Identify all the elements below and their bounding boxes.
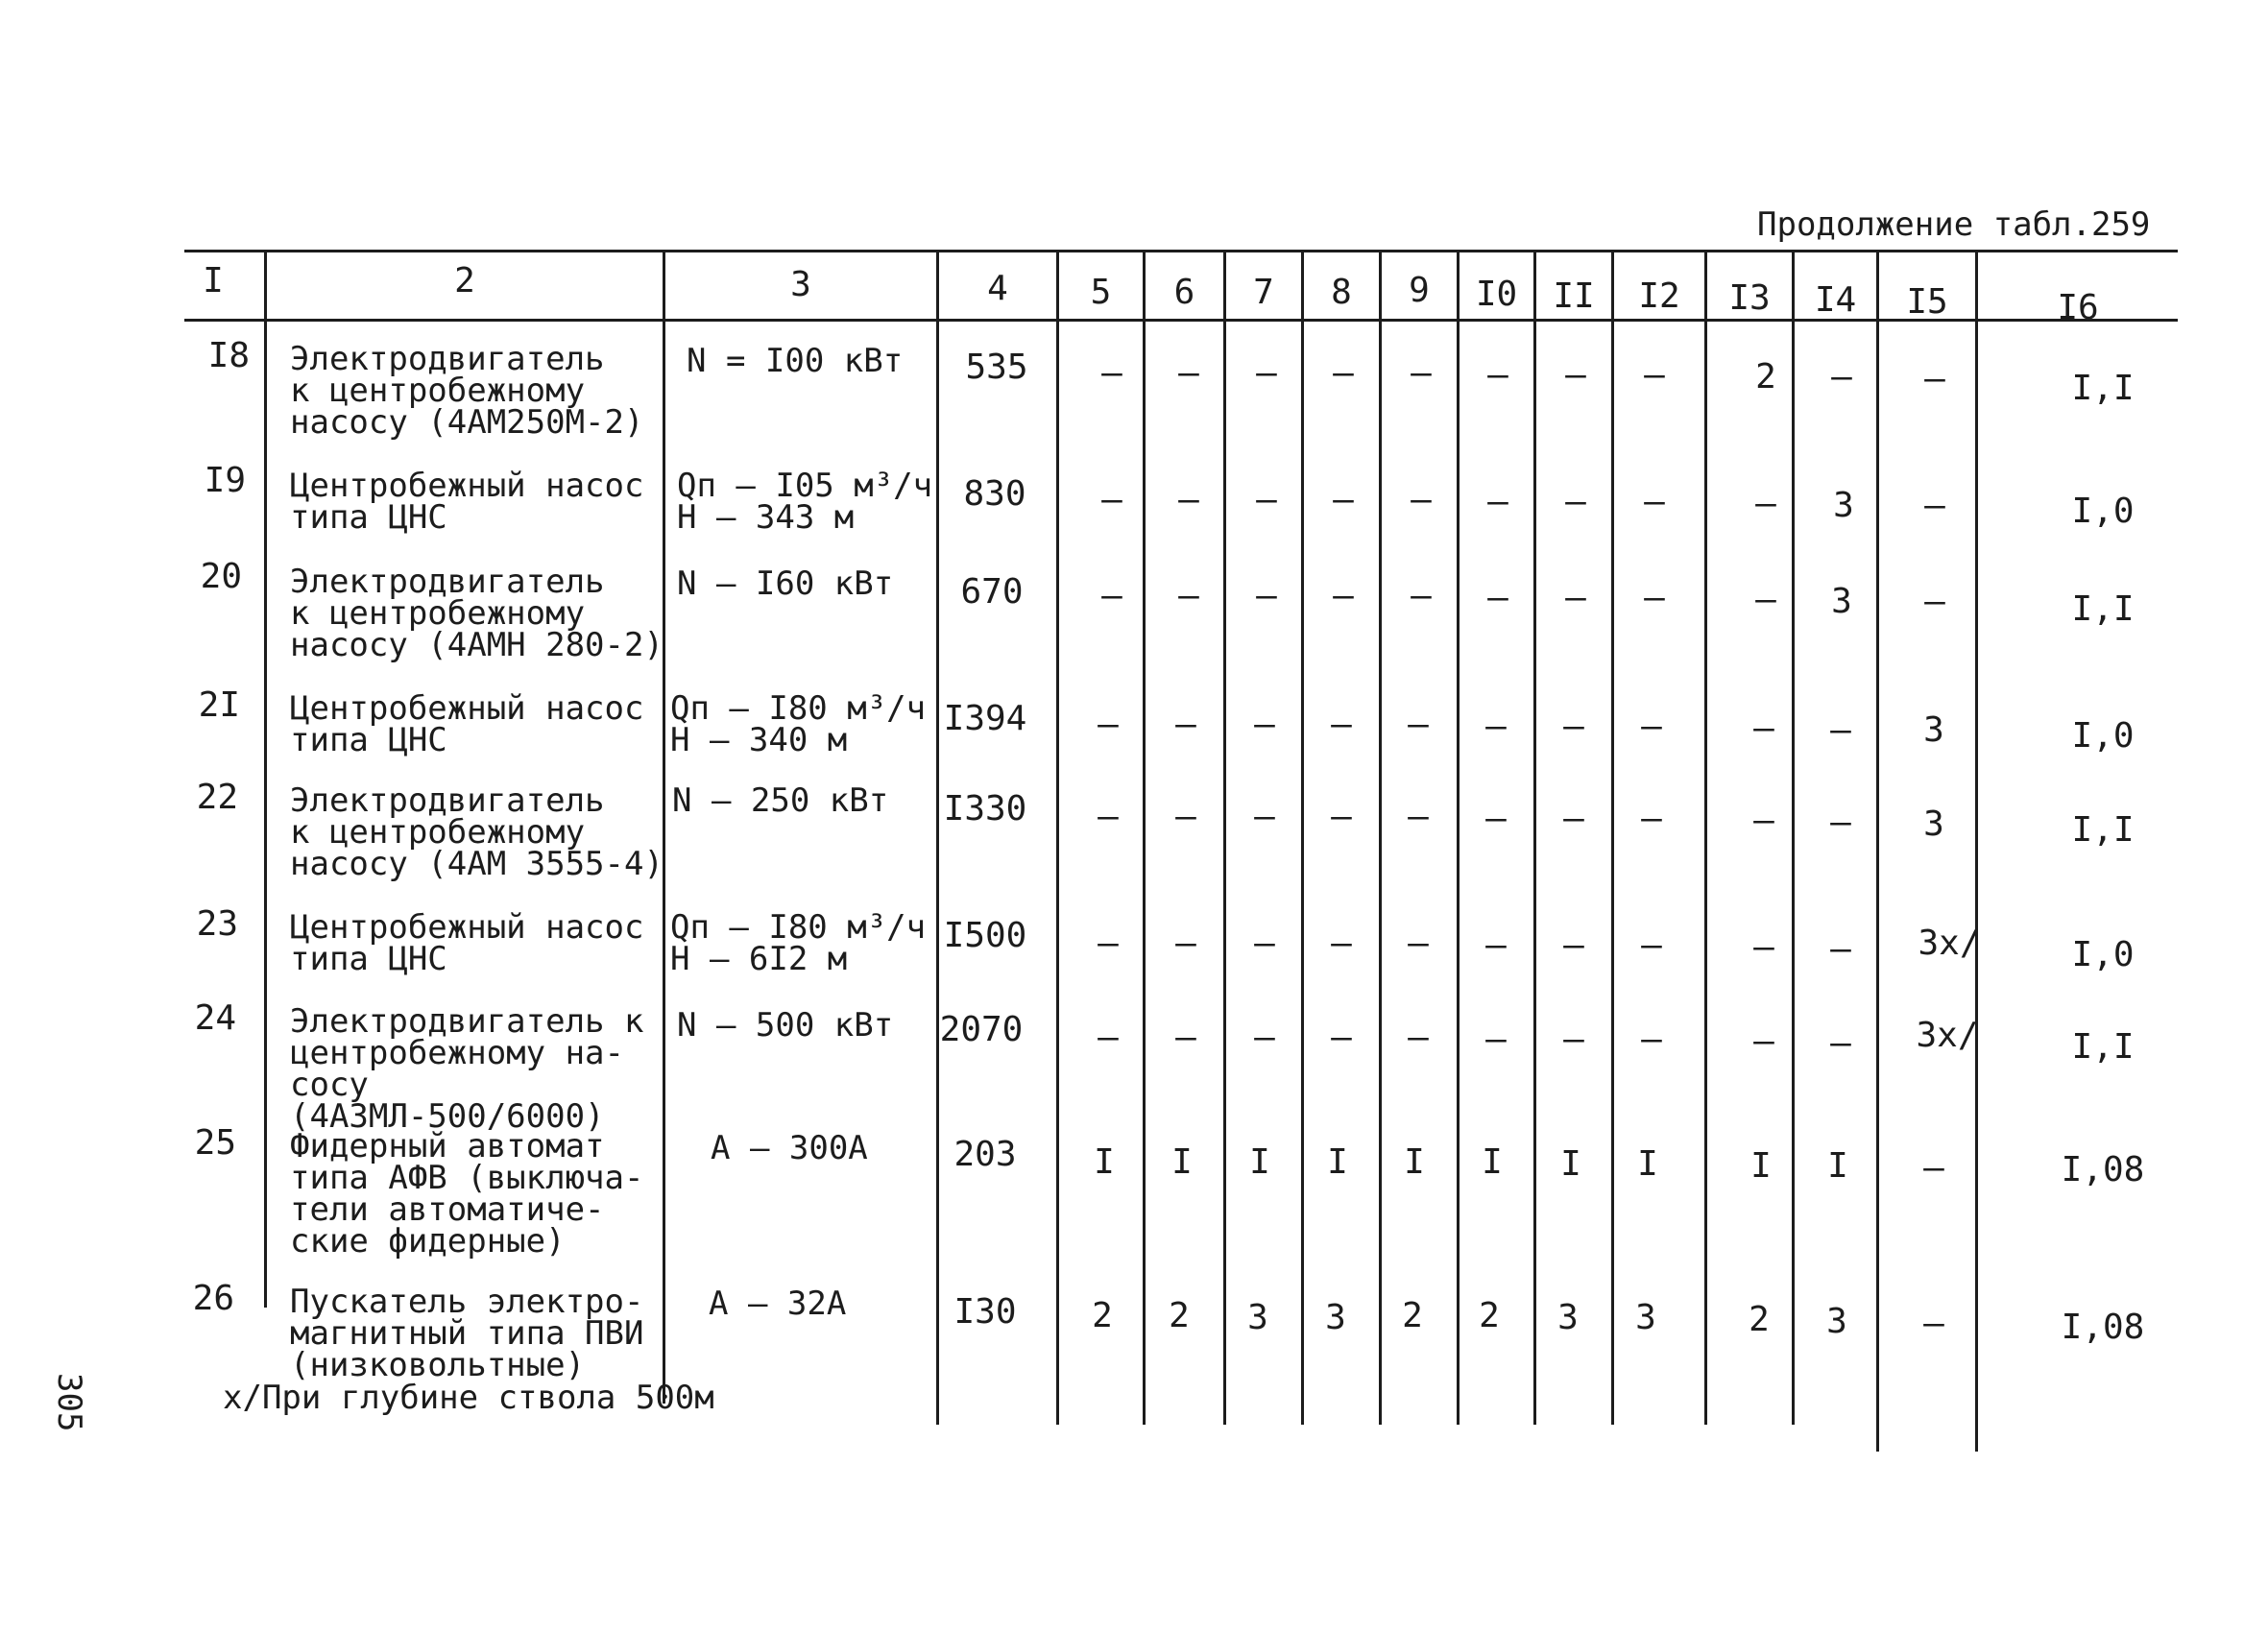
value-cell: – <box>1333 353 1354 393</box>
item-name: Электродвигатель к центробежному насосу (4АМН 280-2) <box>290 563 664 664</box>
col-divider <box>1143 252 1146 1425</box>
value-cell: – <box>1098 1018 1119 1057</box>
row-number: I8 <box>207 336 250 375</box>
value-cell: – <box>1753 801 1774 840</box>
value-cell: – <box>1487 578 1508 617</box>
col-divider <box>1975 252 1978 1452</box>
value-cell: – <box>1101 576 1122 615</box>
col-divider <box>936 252 939 1425</box>
value-cell: – <box>1411 353 1432 393</box>
item-parameter: Qп – I80 м³/ч Н – 6I2 м <box>670 908 927 978</box>
col-divider <box>264 252 267 1308</box>
row-number: 26 <box>192 1279 234 1318</box>
value-cell: – <box>1565 482 1586 521</box>
value-cell: – <box>1487 355 1508 395</box>
value-cell: – <box>1175 705 1196 744</box>
value-cell: – <box>1485 925 1507 965</box>
value-cell: – <box>1487 482 1508 521</box>
col-divider <box>1301 252 1304 1425</box>
value-cell: 2 <box>1755 357 1776 396</box>
value-cell: – <box>1175 924 1196 963</box>
value-cell: – <box>1411 576 1432 615</box>
value-cell: – <box>1753 1021 1774 1061</box>
value-cell: – <box>1331 705 1352 744</box>
value-cell: – <box>1923 1148 1944 1188</box>
page-number: 305 <box>50 1373 88 1432</box>
value-cell: – <box>1830 710 1851 750</box>
value-cell: – <box>1565 578 1586 617</box>
item-price: 535 <box>965 348 1028 387</box>
col-divider <box>1704 252 1707 1425</box>
value-cell: – <box>1175 797 1196 836</box>
value-cell: – <box>1830 1023 1851 1063</box>
value-cell: – <box>1641 707 1662 746</box>
header-col-6: 6 <box>1173 273 1195 312</box>
value-cell: 3 <box>1826 1302 1847 1341</box>
value-cell: 3 <box>1923 710 1944 750</box>
value-cell: – <box>1098 705 1119 744</box>
row-number: I9 <box>204 461 246 500</box>
item-price: 203 <box>953 1135 1017 1174</box>
value-cell: I <box>1750 1146 1772 1186</box>
header-col-14: I4 <box>1814 280 1857 320</box>
item-parameter: Qп – I05 м³/ч Н – 343 м <box>677 467 933 537</box>
col-divider <box>1223 252 1226 1425</box>
value-cell: – <box>1254 924 1275 963</box>
value-cell: – <box>1641 799 1662 838</box>
row-number: 25 <box>194 1123 236 1163</box>
value-cell: – <box>1408 924 1429 963</box>
value-cell: – <box>1830 803 1851 842</box>
value-cell: – <box>1178 576 1199 615</box>
header-col-4: 4 <box>987 269 1008 308</box>
col-divider <box>1533 252 1536 1425</box>
item-name: Центробежный насос типа ЦНС <box>290 908 644 978</box>
coefficient: I,0 <box>2071 935 2135 974</box>
value-cell: – <box>1408 705 1429 744</box>
col-divider <box>1056 252 1059 1425</box>
value-cell: – <box>1254 705 1275 744</box>
item-parameter: N – 250 кВт <box>672 781 889 820</box>
item-price: 670 <box>960 572 1024 612</box>
value-cell: 2 <box>1402 1296 1423 1335</box>
header-col-16: I6 <box>2057 288 2099 327</box>
value-cell: – <box>1485 707 1507 746</box>
row-number: 22 <box>196 778 238 817</box>
value-cell: – <box>1563 1020 1584 1059</box>
col-divider <box>1457 252 1460 1425</box>
value-cell: 3 <box>1831 582 1852 621</box>
value-cell: – <box>1254 797 1275 836</box>
value-cell: 3 <box>1247 1298 1268 1337</box>
value-cell: 3x/ <box>1918 924 1981 963</box>
value-cell: – <box>1256 480 1277 519</box>
item-parameter: А – 300А <box>711 1129 868 1167</box>
col-divider <box>1379 252 1382 1425</box>
value-cell: – <box>1178 480 1199 519</box>
item-price: I500 <box>943 916 1027 955</box>
value-cell: – <box>1644 355 1665 395</box>
header-col-13: I3 <box>1728 278 1771 318</box>
item-price: 2070 <box>939 1010 1024 1049</box>
value-cell: I <box>1094 1142 1115 1182</box>
item-name: Пускатель электро- магнитный типа ПВИ (низковольтные) <box>290 1283 644 1384</box>
coefficient: I,I <box>2071 1027 2135 1067</box>
value-cell: I <box>1560 1144 1581 1184</box>
value-cell: – <box>1753 708 1774 748</box>
value-cell: – <box>1485 799 1507 838</box>
value-cell: 2 <box>1479 1296 1500 1335</box>
row-number: 24 <box>194 998 236 1038</box>
item-parameter: А – 32А <box>709 1285 847 1323</box>
value-cell: – <box>1098 924 1119 963</box>
col-divider <box>1611 252 1614 1425</box>
coefficient: I,08 <box>2061 1150 2145 1189</box>
value-cell: 3 <box>1557 1298 1579 1337</box>
value-cell: I <box>1637 1144 1658 1184</box>
header-col-11: II <box>1553 276 1595 316</box>
value-cell: – <box>1924 359 1945 398</box>
header-col-1: I <box>203 261 224 300</box>
item-price: I30 <box>953 1292 1017 1332</box>
value-cell: – <box>1641 925 1662 965</box>
value-cell: – <box>1830 929 1851 969</box>
value-cell: 3 <box>1635 1298 1656 1337</box>
header-col-7: 7 <box>1253 273 1274 312</box>
value-cell: – <box>1254 1018 1275 1057</box>
item-name: Центробежный насос типа ЦНС <box>290 689 644 759</box>
item-parameter: N – I60 кВт <box>677 564 894 603</box>
value-cell: I <box>1327 1142 1348 1182</box>
value-cell: 2 <box>1092 1296 1113 1335</box>
value-cell: – <box>1923 1304 1944 1343</box>
value-cell: – <box>1331 1018 1352 1057</box>
row-number: 23 <box>196 904 238 944</box>
value-cell: – <box>1644 578 1665 617</box>
value-cell: – <box>1753 927 1774 967</box>
header-col-12: I2 <box>1638 276 1680 316</box>
footnote: x/При глубине ствола 500м <box>223 1379 714 1417</box>
value-cell: – <box>1331 924 1352 963</box>
row-number: 20 <box>200 557 242 596</box>
value-cell: – <box>1924 582 1945 621</box>
header-col-8: 8 <box>1331 273 1352 312</box>
coefficient: I,I <box>2071 589 2135 629</box>
value-cell: – <box>1101 480 1122 519</box>
value-cell: 3x/ <box>1916 1016 1979 1055</box>
value-cell: I <box>1827 1146 1848 1186</box>
coefficient: I,I <box>2071 810 2135 850</box>
value-cell: – <box>1178 353 1199 393</box>
value-cell: 3 <box>1325 1298 1346 1337</box>
value-cell: – <box>1333 576 1354 615</box>
coefficient: I,0 <box>2071 492 2135 531</box>
value-cell: – <box>1641 1020 1662 1059</box>
value-cell: 3 <box>1923 804 1944 844</box>
header-col-3: 3 <box>790 265 811 304</box>
value-cell: – <box>1408 1018 1429 1057</box>
value-cell: – <box>1101 353 1122 393</box>
value-cell: – <box>1098 797 1119 836</box>
coefficient: I,I <box>2071 369 2135 408</box>
value-cell: – <box>1408 797 1429 836</box>
value-cell: – <box>1563 799 1584 838</box>
value-cell: 2 <box>1169 1296 1190 1335</box>
value-cell: – <box>1175 1018 1196 1057</box>
value-cell: – <box>1831 357 1852 396</box>
value-cell: – <box>1755 484 1776 523</box>
value-cell: – <box>1333 480 1354 519</box>
item-parameter: Qп – I80 м³/ч Н – 340 м <box>670 689 927 759</box>
value-cell: – <box>1924 486 1945 525</box>
item-name: Центробежный насос типа ЦНС <box>290 467 644 537</box>
item-price: 830 <box>963 474 1026 514</box>
value-cell: I <box>1482 1142 1503 1182</box>
header-col-2: 2 <box>454 261 475 300</box>
item-price: I330 <box>943 789 1027 829</box>
item-name: Электродвигатель к центробежному на- сосу (4АЗМЛ-500/6000) <box>290 1002 644 1136</box>
item-parameter: N = I00 кВт <box>687 342 904 380</box>
item-name: Электродвигатель к центробежному насосу (4АМ 3555-4) <box>290 781 664 883</box>
item-price: I394 <box>943 699 1027 738</box>
row-number: 2I <box>198 685 240 725</box>
value-cell: – <box>1565 355 1586 395</box>
value-cell: 2 <box>1749 1300 1770 1339</box>
value-cell: 3 <box>1833 486 1854 525</box>
header-col-5: 5 <box>1090 273 1112 312</box>
table-continuation-title: Продолжение табл.259 <box>1757 205 2151 244</box>
value-cell: – <box>1411 480 1432 519</box>
value-cell: – <box>1563 925 1584 965</box>
value-cell: – <box>1331 797 1352 836</box>
value-cell: – <box>1644 482 1665 521</box>
value-cell: I <box>1404 1142 1425 1182</box>
value-cell: – <box>1563 707 1584 746</box>
coefficient: I,08 <box>2061 1308 2145 1347</box>
item-parameter: N – 500 кВт <box>677 1006 894 1045</box>
value-cell: – <box>1256 576 1277 615</box>
value-cell: – <box>1256 353 1277 393</box>
value-cell: I <box>1171 1142 1193 1182</box>
header-col-10: I0 <box>1475 275 1518 314</box>
value-cell: – <box>1755 580 1776 619</box>
value-cell: – <box>1485 1020 1507 1059</box>
value-cell: I <box>1249 1142 1270 1182</box>
item-name: Электродвигатель к центробежному насосу (4АМ250М-2) <box>290 340 644 442</box>
item-name: Фидерный автомат типа АФВ (выключа- тели автоматиче- ские фидерные) <box>290 1127 644 1261</box>
col-divider <box>1876 252 1879 1452</box>
header-col-9: 9 <box>1409 271 1430 310</box>
coefficient: I,0 <box>2071 716 2135 756</box>
header-col-15: I5 <box>1906 282 1948 322</box>
